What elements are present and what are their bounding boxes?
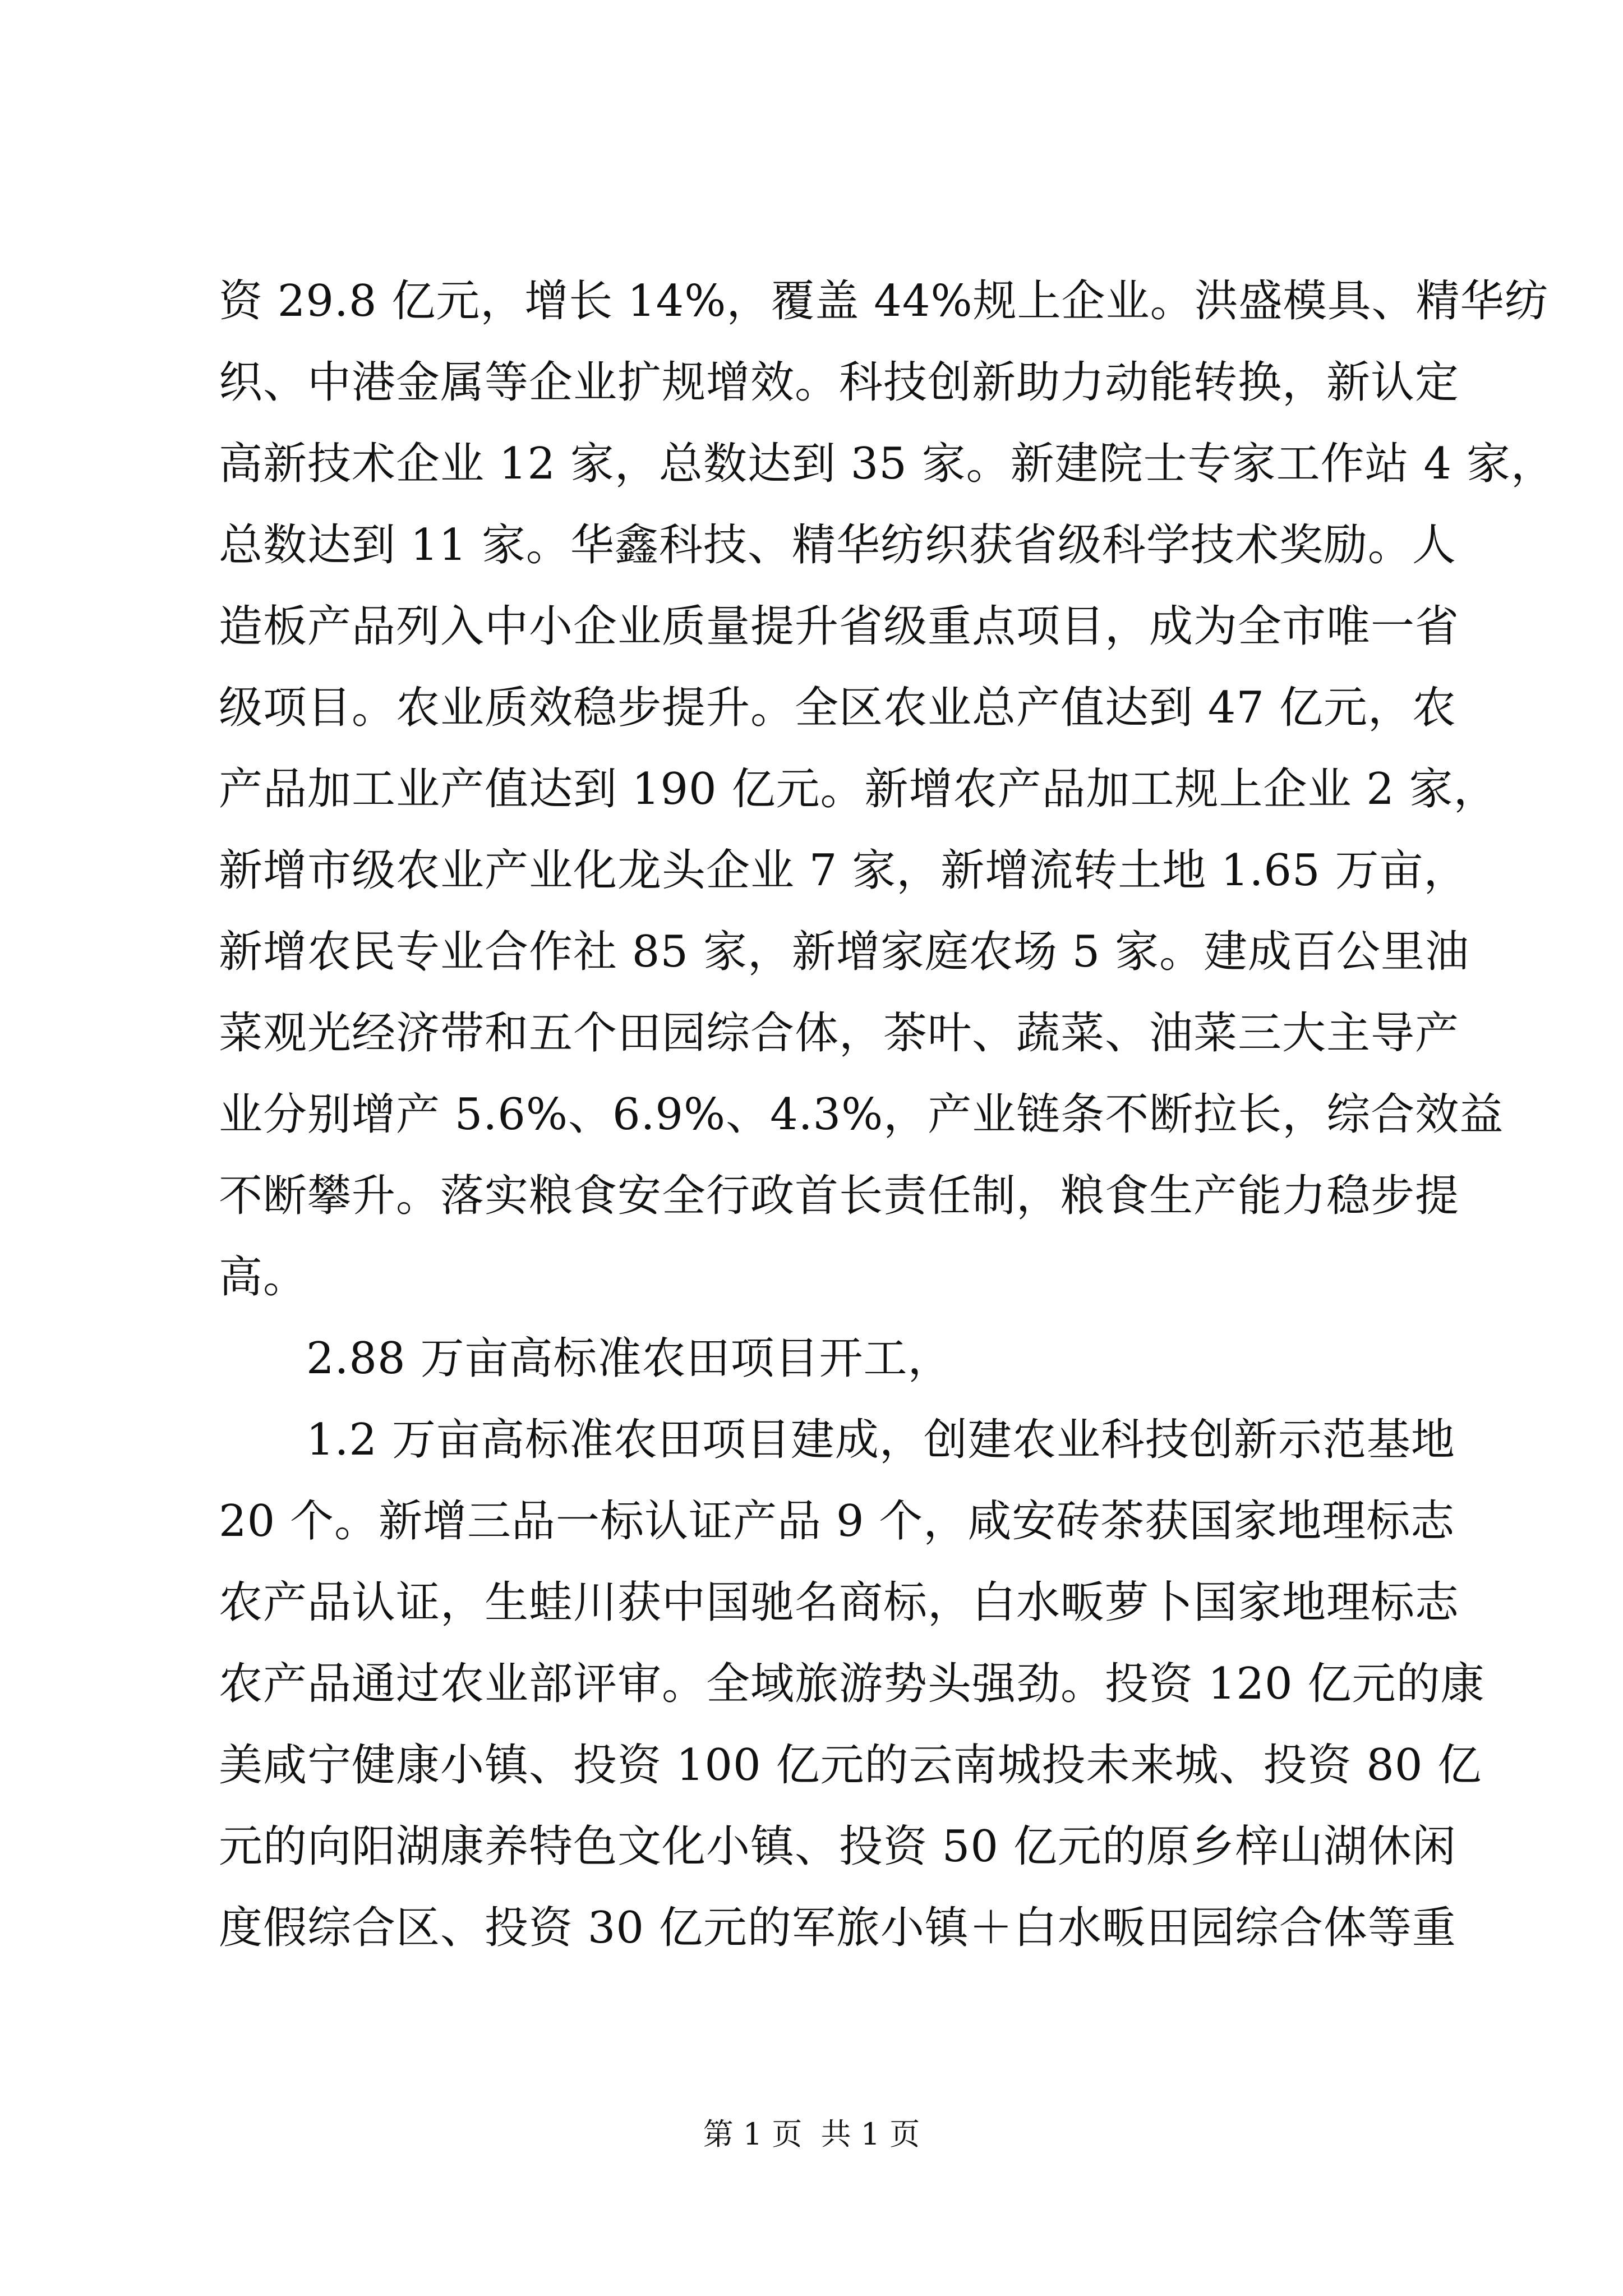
text-line: 农产品通过农业部评审。全域旅游势头强劲。投资 120 亿元的康 — [219, 1659, 1485, 1709]
page-number: 第 1 页 — [703, 2116, 803, 2152]
text-line: 资 29.8 亿元，增长 14%，覆盖 44%规上企业。洪盛模具、精华纺 — [219, 276, 1549, 326]
text-line: 20 个。新增三品一标认证产品 9 个，咸安砖茶获国家地理标志 — [219, 1496, 1455, 1547]
text-line: 级项目。农业质效稳步提升。全区农业总产值达到 47 亿元，农 — [219, 683, 1456, 733]
paragraph-3 — [219, 1400, 1485, 1969]
text-line: 高。 — [219, 1252, 308, 1303]
text-line: 总数达到 11 家。华鑫科技、精华纺织获省级科学技术奖励。人 — [219, 520, 1456, 570]
text-line: 美咸宁健康小镇、投资 100 亿元的云南城投未来城、投资 80 亿 — [219, 1740, 1482, 1791]
page-footer — [0, 2115, 1623, 2154]
text-line: 菜观光经济带和五个田园综合体，茶叶、蔬菜、油菜三大主导产 — [219, 1008, 1460, 1059]
paragraph-2 — [219, 1318, 1424, 1400]
text-line: 产品加工业产值达到 190 亿元。新增农产品加工规上企业 2 家， — [219, 764, 1498, 815]
page-total: 共 1 页 — [820, 2116, 920, 2152]
paragraph-1 — [219, 261, 1555, 1318]
text-line: 2.88 万亩高标准农田项目开工， — [306, 1333, 952, 1384]
text-line: 新增农民专业合作社 85 家，新增家庭农场 5 家。建成百公里油 — [219, 927, 1470, 977]
text-line: 农产品认证，生蛙川获中国驰名商标，白水畈萝卜国家地理标志 — [219, 1577, 1460, 1628]
text-line: 高新技术企业 12 家，总数达到 35 家。新建院士专家工作站 4 家， — [219, 439, 1555, 489]
text-line: 不断攀升。落实粮食安全行政首长责任制，粮食生产能力稳步提 — [219, 1171, 1460, 1221]
text-line: 织、中港金属等企业扩规增效。科技创新助力动能转换，新认定 — [219, 357, 1460, 408]
text-line: 造板产品列入中小企业质量提升省级重点项目，成为全市唯一省 — [219, 601, 1460, 652]
text-line: 1.2 万亩高标准农田项目建成，创建农业科技创新示范基地 — [306, 1415, 1455, 1465]
text-line: 业分别增产 5.6%、6.9%、4.3%，产业链条不断拉长，综合效益 — [219, 1089, 1504, 1140]
text-line: 新增市级农业产业化龙头企业 7 家，新增流转土地 1.65 万亩， — [219, 845, 1468, 896]
text-line: 元的向阳湖康养特色文化小镇、投资 50 亿元的原乡梓山湖休闲 — [219, 1821, 1456, 1872]
document-body — [219, 261, 1555, 1969]
text-line: 度假综合区、投资 30 亿元的军旅小镇＋白水畈田园综合体等重 — [219, 1903, 1456, 1953]
